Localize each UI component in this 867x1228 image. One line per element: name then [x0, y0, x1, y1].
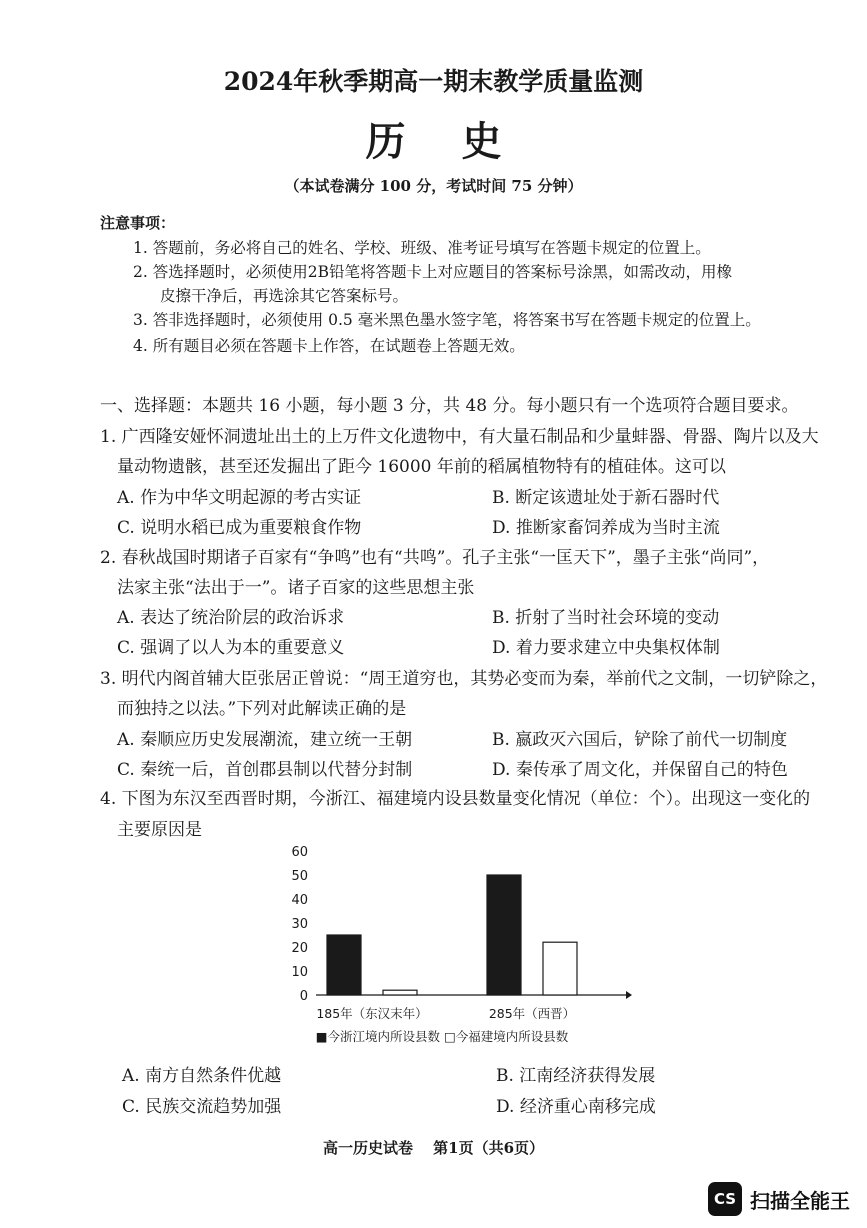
- notes-heading: 注意事项：: [100, 214, 176, 232]
- exam-title: 2024年秋季期高一期末教学质量监测: [223, 67, 644, 96]
- note-item: 皮擦干净后，再选涂其它答案标号。: [160, 287, 409, 305]
- y-tick-label: 0: [299, 989, 308, 1004]
- question-4-option-d: D. 经济重心南移完成: [496, 1097, 656, 1117]
- question-4-stem: 4. 下图为东汉至西晋时期，今浙江、福建境内设县数量变化情况（单位：个）。出现这一变化的: [100, 789, 811, 809]
- subject-title: 历史: [365, 118, 558, 165]
- camscanner-logo: CS: [708, 1182, 742, 1216]
- question-1-stem-cont: 量动物遗骸，甚至还发掘出了距今 16000 年前的稻属植物特有的植硅体。这可以: [117, 457, 726, 477]
- y-tick-label: 60: [291, 845, 308, 860]
- question-3-option-a: A. 秦顺应历史发展潮流，建立统一王朝: [117, 730, 413, 750]
- question-3-stem: 3. 明代内阁首辅大臣张居正曾说：“周王道穷也，其势必变而为秦，举前代之文制，一切铲除之，: [100, 669, 828, 689]
- y-tick-label: 40: [291, 893, 308, 908]
- scanner-watermark: [708, 1182, 850, 1216]
- question-2-stem: 2. 春秋战国时期诸子百家有“争鸣”也有“共鸣”。孔子主张“一匡天下”，墨子主张“尚同”，: [100, 548, 770, 568]
- question-1-option-b: B. 断定该遗址处于新石器时代: [492, 488, 720, 508]
- x-tick-label: 185年（东汉末年）: [316, 1006, 428, 1021]
- y-tick-label: 10: [291, 965, 308, 980]
- watermark-text: 扫描全能王: [750, 1188, 850, 1213]
- chart-legend: ■今浙江境内所设县数 □今福建境内所设县数: [315, 1029, 569, 1044]
- question-1-stem: 1. 广西隆安娅怀洞遗址出土的上万件文化遗物中，有大量石制品和少量蚌器、骨器、陶片以及大: [100, 427, 819, 447]
- y-tick-label: 30: [291, 917, 308, 932]
- note-item: 3. 答非选择题时，必须使用 0.5 毫米黑色墨水签字笔，将答案书写在答题卡规定的位置上。: [133, 311, 761, 329]
- bar-fujian: [543, 942, 577, 995]
- question-2-option-c: C. 强调了以人为本的重要意义: [117, 638, 345, 658]
- question-1-option-c: C. 说明水稻已成为重要粮食作物: [117, 518, 362, 538]
- y-tick-label: 50: [291, 869, 308, 884]
- question-3-option-b: B. 嬴政灭六国后，铲除了前代一切制度: [492, 730, 788, 750]
- x-tick-label: 285年（西晋）: [488, 1006, 576, 1021]
- question-4-option-b: B. 江南经济获得发展: [496, 1066, 656, 1086]
- x-axis-arrow: [626, 991, 632, 999]
- question-2-option-b: B. 折射了当时社会环境的变动: [492, 608, 720, 628]
- page-footer: 高一历史试卷 第1页（共6页）: [322, 1139, 545, 1157]
- question-4-stem-cont: 主要原因是: [117, 820, 202, 840]
- county-count-bar-chart: [270, 838, 650, 1053]
- score-info: （本试卷满分 100 分，考试时间 75 分钟）: [284, 177, 583, 195]
- bar-fujian: [383, 990, 417, 995]
- question-4-option-a: A. 南方自然条件优越: [122, 1066, 282, 1086]
- question-3-stem-cont: 而独持之以法。”下列对此解读正确的是: [117, 699, 407, 719]
- question-3-option-d: D. 秦传承了周文化，并保留自己的特色: [492, 760, 788, 780]
- question-2-option-d: D. 着力要求建立中央集权体制: [492, 638, 720, 658]
- question-2-stem-cont: 法家主张“法出于一”。诸子百家的这些思想主张: [117, 578, 475, 598]
- bar-zhejiang: [327, 935, 361, 995]
- note-item: 2. 答选择题时，必须使用2B铅笔将答题卡上对应题目的答案标号涂黑，如需改动，用橡: [133, 263, 732, 281]
- y-tick-label: 20: [291, 941, 308, 956]
- question-2-option-a: A. 表达了统治阶层的政治诉求: [117, 608, 345, 628]
- note-item: 4. 所有题目必须在答题卡上作答，在试题卷上答题无效。: [133, 337, 525, 355]
- question-1-option-d: D. 推断家畜饲养成为当时主流: [492, 518, 720, 538]
- note-item: 1. 答题前，务必将自己的姓名、学校、班级、准考证号填写在答题卡规定的位置上。: [133, 239, 711, 257]
- question-1-option-a: A. 作为中华文明起源的考古实证: [117, 488, 362, 508]
- question-3-option-c: C. 秦统一后，首创郡县制以代替分封制: [117, 760, 413, 780]
- bar-zhejiang: [487, 875, 521, 995]
- section-heading: 一、选择题：本题共 16 小题，每小题 3 分，共 48 分。每小题只有一个选项符合题目要求。: [100, 396, 799, 416]
- question-4-option-c: C. 民族交流趋势加强: [122, 1097, 282, 1117]
